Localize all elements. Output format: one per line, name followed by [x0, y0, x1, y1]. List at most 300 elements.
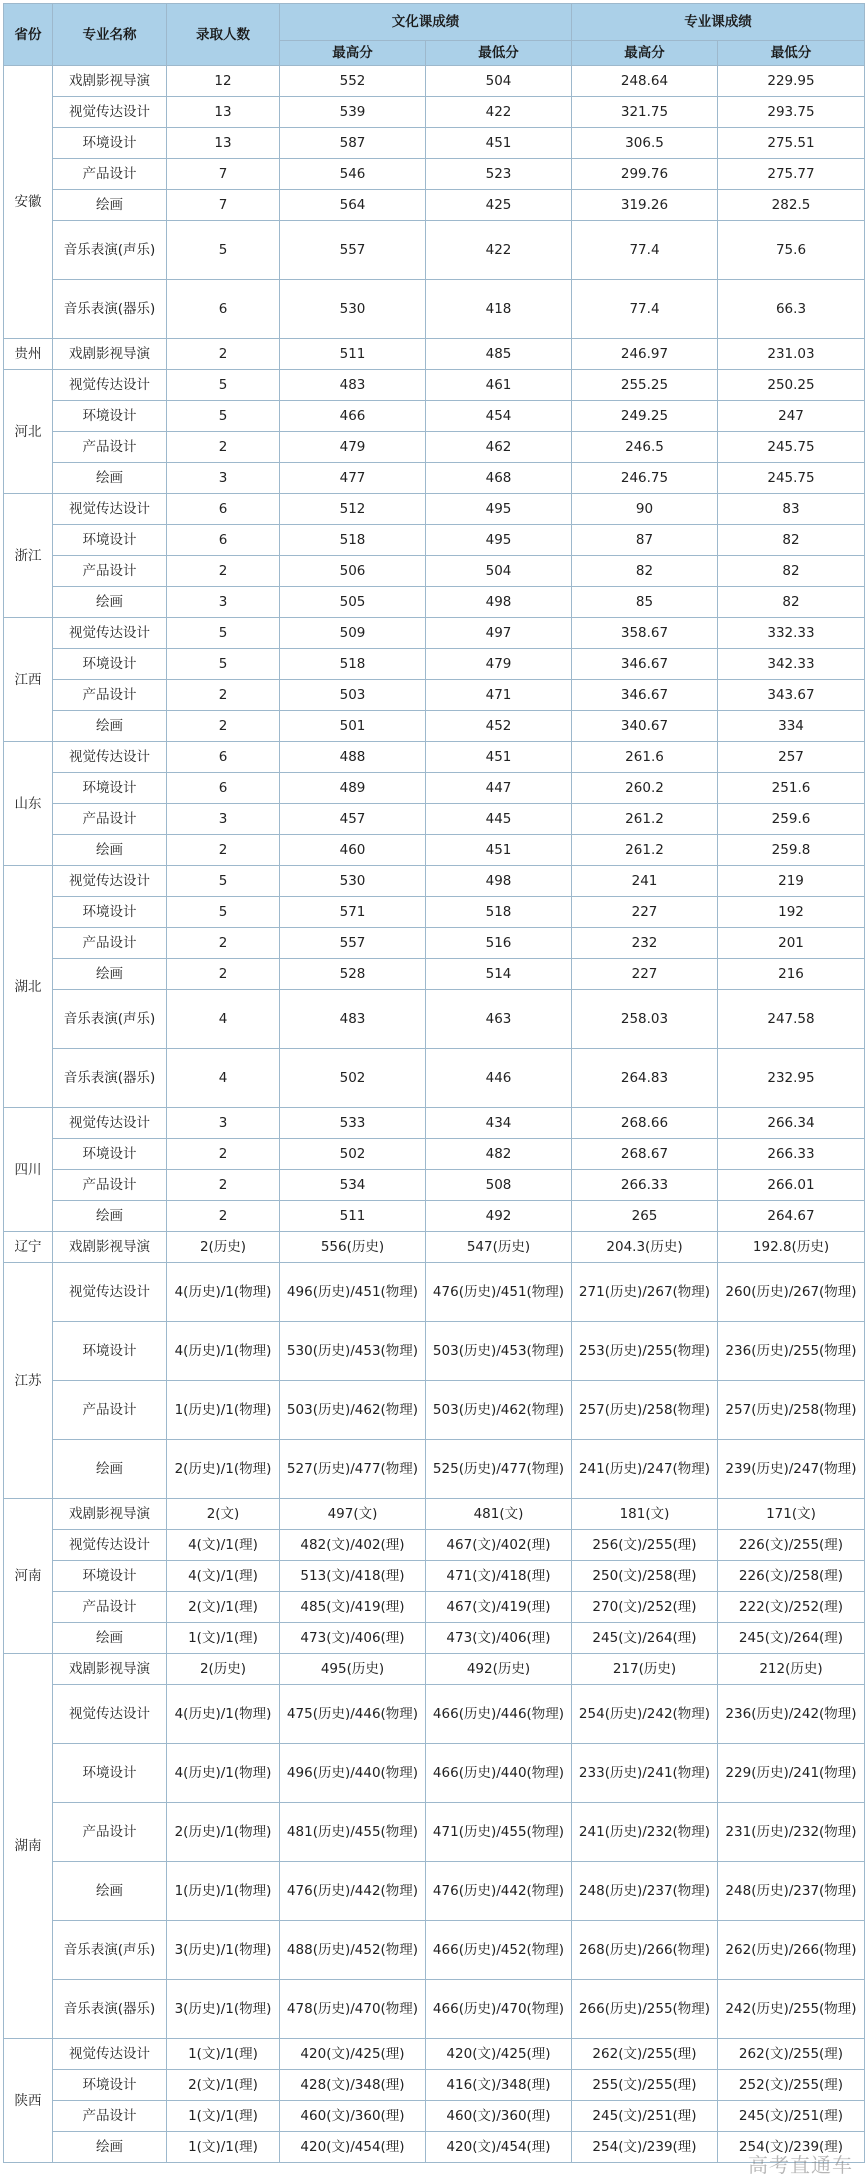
- admitted-count-cell: 13: [167, 128, 280, 159]
- culture-min-cell: 476(历史)/451(物理): [426, 1263, 572, 1322]
- culture-max-cell: 539: [280, 97, 426, 128]
- professional-min-cell: 82: [718, 587, 865, 618]
- table-row: [4, 66, 865, 97]
- professional-max-cell: 258.03: [572, 990, 718, 1049]
- professional-min-cell: 247.58: [718, 990, 865, 1049]
- admitted-count-cell: 5: [167, 618, 280, 649]
- admitted-count-cell: 13: [167, 97, 280, 128]
- professional-min-cell: 247: [718, 401, 865, 432]
- culture-min-cell: 466(历史)/440(物理): [426, 1744, 572, 1803]
- table-row: [4, 97, 865, 128]
- admitted-count-cell: 4: [167, 1049, 280, 1108]
- admitted-count-cell: 2: [167, 928, 280, 959]
- culture-max-cell: 518: [280, 525, 426, 556]
- table-row: [4, 1201, 865, 1232]
- professional-max-cell: 268.66: [572, 1108, 718, 1139]
- admitted-count-cell: 3: [167, 587, 280, 618]
- professional-max-cell: 270(文)/252(理): [572, 1592, 718, 1623]
- table-row: [4, 159, 865, 190]
- major-cell: 产品设计: [53, 432, 167, 463]
- major-cell: 视觉传达设计: [53, 1108, 167, 1139]
- professional-min-cell: 83: [718, 494, 865, 525]
- professional-max-cell: 271(历史)/267(物理): [572, 1263, 718, 1322]
- culture-max-cell: 496(历史)/451(物理): [280, 1263, 426, 1322]
- culture-max-cell: 506: [280, 556, 426, 587]
- professional-max-cell: 77.4: [572, 221, 718, 280]
- professional-max-cell: 232: [572, 928, 718, 959]
- professional-max-cell: 266.33: [572, 1170, 718, 1201]
- admitted-count-cell: 3(历史)/1(物理): [167, 1921, 280, 1980]
- admitted-count-cell: 7: [167, 190, 280, 221]
- admitted-count-cell: 1(文)/1(理): [167, 2132, 280, 2163]
- professional-min-cell: 82: [718, 556, 865, 587]
- major-cell: 视觉传达设计: [53, 1263, 167, 1322]
- culture-max-cell: 527(历史)/477(物理): [280, 1440, 426, 1499]
- admitted-count-cell: 2(文)/1(理): [167, 2070, 280, 2101]
- culture-min-cell: 447: [426, 773, 572, 804]
- province-cell: 湖北: [4, 866, 53, 1108]
- table-row: [4, 959, 865, 990]
- culture-min-cell: 418: [426, 280, 572, 339]
- table-row: [4, 804, 865, 835]
- admitted-count-cell: 6: [167, 494, 280, 525]
- major-cell: 产品设计: [53, 928, 167, 959]
- professional-max-cell: 340.67: [572, 711, 718, 742]
- professional-max-cell: 265: [572, 1201, 718, 1232]
- culture-min-cell: 471(历史)/455(物理): [426, 1803, 572, 1862]
- major-cell: 绘画: [53, 463, 167, 494]
- table-row: [4, 866, 865, 897]
- professional-max-cell: 82: [572, 556, 718, 587]
- table-row: [4, 1592, 865, 1623]
- culture-max-cell: 501: [280, 711, 426, 742]
- professional-min-cell: 216: [718, 959, 865, 990]
- culture-min-cell: 446: [426, 1049, 572, 1108]
- professional-max-cell: 306.5: [572, 128, 718, 159]
- major-cell: 产品设计: [53, 680, 167, 711]
- table-row: [4, 339, 865, 370]
- professional-min-cell: 266.33: [718, 1139, 865, 1170]
- table-row: [4, 556, 865, 587]
- culture-min-cell: 547(历史): [426, 1232, 572, 1263]
- professional-max-cell: 262(文)/255(理): [572, 2039, 718, 2070]
- table-row: [4, 1322, 865, 1381]
- culture-min-cell: 481(文): [426, 1499, 572, 1530]
- professional-max-cell: 85: [572, 587, 718, 618]
- table-row: [4, 1685, 865, 1744]
- header-province: 省份: [4, 4, 53, 66]
- professional-min-cell: 239(历史)/247(物理): [718, 1440, 865, 1499]
- table-row: [4, 1232, 865, 1263]
- professional-max-cell: 87: [572, 525, 718, 556]
- table-row: [4, 618, 865, 649]
- table-row: [4, 190, 865, 221]
- table-row: [4, 1561, 865, 1592]
- culture-max-cell: 420(文)/454(理): [280, 2132, 426, 2163]
- culture-min-cell: 451: [426, 128, 572, 159]
- culture-max-cell: 530: [280, 280, 426, 339]
- culture-min-cell: 425: [426, 190, 572, 221]
- culture-min-cell: 466(历史)/470(物理): [426, 1980, 572, 2039]
- admitted-count-cell: 6: [167, 280, 280, 339]
- admitted-count-cell: 2: [167, 432, 280, 463]
- table-row: [4, 525, 865, 556]
- table-row: [4, 2101, 865, 2132]
- culture-max-cell: 503(历史)/462(物理): [280, 1381, 426, 1440]
- culture-min-cell: 492(历史): [426, 1654, 572, 1685]
- major-cell: 环境设计: [53, 1322, 167, 1381]
- professional-max-cell: 227: [572, 959, 718, 990]
- professional-min-cell: 257(历史)/258(物理): [718, 1381, 865, 1440]
- culture-min-cell: 422: [426, 97, 572, 128]
- professional-max-cell: 256(文)/255(理): [572, 1530, 718, 1561]
- major-cell: 环境设计: [53, 649, 167, 680]
- table-row: [4, 2132, 865, 2163]
- province-cell: 浙江: [4, 494, 53, 618]
- culture-min-cell: 516: [426, 928, 572, 959]
- major-cell: 绘画: [53, 1201, 167, 1232]
- table-row: [4, 432, 865, 463]
- professional-min-cell: 229.95: [718, 66, 865, 97]
- culture-max-cell: 483: [280, 990, 426, 1049]
- professional-min-cell: 275.77: [718, 159, 865, 190]
- culture-max-cell: 511: [280, 339, 426, 370]
- culture-min-cell: 473(文)/406(理): [426, 1623, 572, 1654]
- admitted-count-cell: 2(历史)/1(物理): [167, 1803, 280, 1862]
- culture-max-cell: 473(文)/406(理): [280, 1623, 426, 1654]
- admitted-count-cell: 5: [167, 866, 280, 897]
- professional-max-cell: 255.25: [572, 370, 718, 401]
- major-cell: 音乐表演(声乐): [53, 1921, 167, 1980]
- professional-min-cell: 201: [718, 928, 865, 959]
- header-professional-max: 最高分: [572, 41, 718, 66]
- admitted-count-cell: 4(历史)/1(物理): [167, 1685, 280, 1744]
- table-row: [4, 711, 865, 742]
- table-row: [4, 1862, 865, 1921]
- professional-max-cell: 245(文)/264(理): [572, 1623, 718, 1654]
- professional-max-cell: 268.67: [572, 1139, 718, 1170]
- culture-max-cell: 479: [280, 432, 426, 463]
- culture-min-cell: 460(文)/360(理): [426, 2101, 572, 2132]
- culture-max-cell: 511: [280, 1201, 426, 1232]
- culture-min-cell: 451: [426, 835, 572, 866]
- major-cell: 环境设计: [53, 1139, 167, 1170]
- major-cell: 音乐表演(声乐): [53, 221, 167, 280]
- major-cell: 绘画: [53, 1862, 167, 1921]
- culture-max-cell: 489: [280, 773, 426, 804]
- culture-min-cell: 479: [426, 649, 572, 680]
- table-row: [4, 1623, 865, 1654]
- professional-min-cell: 264.67: [718, 1201, 865, 1232]
- professional-max-cell: 204.3(历史): [572, 1232, 718, 1263]
- major-cell: 音乐表演(声乐): [53, 990, 167, 1049]
- major-cell: 产品设计: [53, 2101, 167, 2132]
- professional-max-cell: 260.2: [572, 773, 718, 804]
- culture-min-cell: 485: [426, 339, 572, 370]
- major-cell: 环境设计: [53, 525, 167, 556]
- admission-score-table: [3, 3, 865, 2163]
- table-row: [4, 835, 865, 866]
- table-row: [4, 401, 865, 432]
- header-culture-score: 文化课成绩: [280, 4, 572, 41]
- table-row: [4, 649, 865, 680]
- professional-min-cell: 259.8: [718, 835, 865, 866]
- culture-min-cell: 422: [426, 221, 572, 280]
- culture-min-cell: 462: [426, 432, 572, 463]
- admitted-count-cell: 2: [167, 1201, 280, 1232]
- culture-max-cell: 496(历史)/440(物理): [280, 1744, 426, 1803]
- culture-min-cell: 466(历史)/446(物理): [426, 1685, 572, 1744]
- professional-min-cell: 242(历史)/255(物理): [718, 1980, 865, 2039]
- table-row: [4, 1499, 865, 1530]
- table-row: [4, 1980, 865, 2039]
- admitted-count-cell: 5: [167, 370, 280, 401]
- admitted-count-cell: 1(文)/1(理): [167, 1623, 280, 1654]
- professional-min-cell: 232.95: [718, 1049, 865, 1108]
- professional-min-cell: 219: [718, 866, 865, 897]
- culture-max-cell: 497(文): [280, 1499, 426, 1530]
- table-row: [4, 1263, 865, 1322]
- admitted-count-cell: 2: [167, 711, 280, 742]
- header-admitted: 录取人数: [167, 4, 280, 66]
- province-cell: 河南: [4, 1499, 53, 1654]
- culture-min-cell: 471(文)/418(理): [426, 1561, 572, 1592]
- table-row: [4, 773, 865, 804]
- professional-min-cell: 266.34: [718, 1108, 865, 1139]
- admitted-count-cell: 4(文)/1(理): [167, 1530, 280, 1561]
- major-cell: 绘画: [53, 190, 167, 221]
- professional-min-cell: 222(文)/252(理): [718, 1592, 865, 1623]
- professional-min-cell: 259.6: [718, 804, 865, 835]
- admitted-count-cell: 6: [167, 525, 280, 556]
- culture-max-cell: 505: [280, 587, 426, 618]
- culture-max-cell: 530(历史)/453(物理): [280, 1322, 426, 1381]
- professional-max-cell: 346.67: [572, 680, 718, 711]
- table-row: [4, 1049, 865, 1108]
- culture-min-cell: 497: [426, 618, 572, 649]
- professional-min-cell: 245(文)/251(理): [718, 2101, 865, 2132]
- major-cell: 绘画: [53, 835, 167, 866]
- admitted-count-cell: 2(文)/1(理): [167, 1592, 280, 1623]
- admitted-count-cell: 2: [167, 959, 280, 990]
- table-row: [4, 2039, 865, 2070]
- professional-max-cell: 268(历史)/266(物理): [572, 1921, 718, 1980]
- professional-max-cell: 257(历史)/258(物理): [572, 1381, 718, 1440]
- culture-min-cell: 514: [426, 959, 572, 990]
- culture-max-cell: 534: [280, 1170, 426, 1201]
- table-row: [4, 463, 865, 494]
- major-cell: 戏剧影视导演: [53, 1499, 167, 1530]
- professional-max-cell: 246.5: [572, 432, 718, 463]
- table-row: [4, 1803, 865, 1862]
- professional-min-cell: 342.33: [718, 649, 865, 680]
- admitted-count-cell: 6: [167, 742, 280, 773]
- major-cell: 视觉传达设计: [53, 494, 167, 525]
- table-body: [4, 66, 865, 2163]
- professional-max-cell: 248.64: [572, 66, 718, 97]
- major-cell: 环境设计: [53, 1744, 167, 1803]
- professional-max-cell: 346.67: [572, 649, 718, 680]
- professional-min-cell: 229(历史)/241(物理): [718, 1744, 865, 1803]
- major-cell: 音乐表演(器乐): [53, 1049, 167, 1108]
- table-row: [4, 494, 865, 525]
- professional-max-cell: 255(文)/255(理): [572, 2070, 718, 2101]
- major-cell: 视觉传达设计: [53, 97, 167, 128]
- culture-min-cell: 498: [426, 866, 572, 897]
- major-cell: 视觉传达设计: [53, 866, 167, 897]
- culture-min-cell: 503(历史)/453(物理): [426, 1322, 572, 1381]
- province-cell: 四川: [4, 1108, 53, 1232]
- major-cell: 环境设计: [53, 897, 167, 928]
- professional-max-cell: 241: [572, 866, 718, 897]
- culture-max-cell: 476(历史)/442(物理): [280, 1862, 426, 1921]
- admitted-count-cell: 5: [167, 649, 280, 680]
- culture-min-cell: 434: [426, 1108, 572, 1139]
- culture-max-cell: 502: [280, 1049, 426, 1108]
- table-row: [4, 1440, 865, 1499]
- culture-max-cell: 528: [280, 959, 426, 990]
- culture-max-cell: 485(文)/419(理): [280, 1592, 426, 1623]
- professional-max-cell: 254(历史)/242(物理): [572, 1685, 718, 1744]
- professional-max-cell: 250(文)/258(理): [572, 1561, 718, 1592]
- culture-max-cell: 495(历史): [280, 1654, 426, 1685]
- major-cell: 戏剧影视导演: [53, 1232, 167, 1263]
- admitted-count-cell: 6: [167, 773, 280, 804]
- culture-min-cell: 471: [426, 680, 572, 711]
- culture-min-cell: 523: [426, 159, 572, 190]
- province-cell: 湖南: [4, 1654, 53, 2039]
- professional-min-cell: 251.6: [718, 773, 865, 804]
- table-row: [4, 1170, 865, 1201]
- major-cell: 绘画: [53, 587, 167, 618]
- culture-max-cell: 488(历史)/452(物理): [280, 1921, 426, 1980]
- culture-max-cell: 428(文)/348(理): [280, 2070, 426, 2101]
- culture-min-cell: 452: [426, 711, 572, 742]
- admitted-count-cell: 2: [167, 1139, 280, 1170]
- culture-max-cell: 556(历史): [280, 1232, 426, 1263]
- professional-max-cell: 254(文)/239(理): [572, 2132, 718, 2163]
- professional-min-cell: 245.75: [718, 463, 865, 494]
- culture-min-cell: 463: [426, 990, 572, 1049]
- culture-max-cell: 475(历史)/446(物理): [280, 1685, 426, 1744]
- table-row: [4, 928, 865, 959]
- professional-min-cell: 212(历史): [718, 1654, 865, 1685]
- table-row: [4, 1921, 865, 1980]
- table-row: [4, 221, 865, 280]
- culture-max-cell: 564: [280, 190, 426, 221]
- professional-min-cell: 231(历史)/232(物理): [718, 1803, 865, 1862]
- table-row: [4, 990, 865, 1049]
- professional-max-cell: 246.97: [572, 339, 718, 370]
- culture-min-cell: 468: [426, 463, 572, 494]
- culture-min-cell: 495: [426, 525, 572, 556]
- culture-min-cell: 518: [426, 897, 572, 928]
- professional-max-cell: 248(历史)/237(物理): [572, 1862, 718, 1921]
- admitted-count-cell: 5: [167, 221, 280, 280]
- admitted-count-cell: 2: [167, 680, 280, 711]
- culture-max-cell: 457: [280, 804, 426, 835]
- admitted-count-cell: 5: [167, 897, 280, 928]
- professional-min-cell: 192.8(历史): [718, 1232, 865, 1263]
- culture-max-cell: 557: [280, 928, 426, 959]
- culture-max-cell: 477: [280, 463, 426, 494]
- professional-min-cell: 231.03: [718, 339, 865, 370]
- professional-max-cell: 319.26: [572, 190, 718, 221]
- major-cell: 环境设计: [53, 401, 167, 432]
- major-cell: 环境设计: [53, 2070, 167, 2101]
- major-cell: 绘画: [53, 1623, 167, 1654]
- province-cell: 山东: [4, 742, 53, 866]
- culture-max-cell: 481(历史)/455(物理): [280, 1803, 426, 1862]
- table-row: [4, 128, 865, 159]
- professional-min-cell: 236(历史)/255(物理): [718, 1322, 865, 1381]
- province-cell: 江西: [4, 618, 53, 742]
- professional-max-cell: 77.4: [572, 280, 718, 339]
- professional-max-cell: 261.2: [572, 835, 718, 866]
- major-cell: 视觉传达设计: [53, 742, 167, 773]
- culture-min-cell: 420(文)/425(理): [426, 2039, 572, 2070]
- table-row: [4, 742, 865, 773]
- major-cell: 产品设计: [53, 804, 167, 835]
- header-major: 专业名称: [53, 4, 167, 66]
- professional-min-cell: 282.5: [718, 190, 865, 221]
- province-cell: 安徽: [4, 66, 53, 339]
- professional-max-cell: 261.2: [572, 804, 718, 835]
- professional-min-cell: 266.01: [718, 1170, 865, 1201]
- admitted-count-cell: 4(文)/1(理): [167, 1561, 280, 1592]
- culture-min-cell: 461: [426, 370, 572, 401]
- table-row: [4, 897, 865, 928]
- admitted-count-cell: 3: [167, 1108, 280, 1139]
- admitted-count-cell: 12: [167, 66, 280, 97]
- culture-max-cell: 503: [280, 680, 426, 711]
- culture-max-cell: 512: [280, 494, 426, 525]
- professional-max-cell: 253(历史)/255(物理): [572, 1322, 718, 1381]
- culture-min-cell: 451: [426, 742, 572, 773]
- table-row: [4, 2070, 865, 2101]
- professional-min-cell: 262(文)/255(理): [718, 2039, 865, 2070]
- culture-max-cell: 478(历史)/470(物理): [280, 1980, 426, 2039]
- major-cell: 戏剧影视导演: [53, 339, 167, 370]
- professional-max-cell: 217(历史): [572, 1654, 718, 1685]
- culture-max-cell: 509: [280, 618, 426, 649]
- major-cell: 视觉传达设计: [53, 1530, 167, 1561]
- culture-max-cell: 466: [280, 401, 426, 432]
- table-row: [4, 1744, 865, 1803]
- table-row: [4, 280, 865, 339]
- major-cell: 绘画: [53, 2132, 167, 2163]
- admitted-count-cell: 1(文)/1(理): [167, 2039, 280, 2070]
- major-cell: 环境设计: [53, 1561, 167, 1592]
- culture-max-cell: 587: [280, 128, 426, 159]
- culture-min-cell: 482: [426, 1139, 572, 1170]
- major-cell: 视觉传达设计: [53, 370, 167, 401]
- header-culture-min: 最低分: [426, 41, 572, 66]
- major-cell: 产品设计: [53, 1170, 167, 1201]
- culture-min-cell: 508: [426, 1170, 572, 1201]
- watermark-text: 高考直通车: [748, 2153, 853, 2177]
- admitted-count-cell: 7: [167, 159, 280, 190]
- culture-min-cell: 476(历史)/442(物理): [426, 1862, 572, 1921]
- province-cell: 陕西: [4, 2039, 53, 2163]
- table-header: [4, 4, 865, 66]
- province-cell: 贵州: [4, 339, 53, 370]
- major-cell: 戏剧影视导演: [53, 1654, 167, 1685]
- culture-max-cell: 530: [280, 866, 426, 897]
- professional-max-cell: 261.6: [572, 742, 718, 773]
- professional-min-cell: 75.6: [718, 221, 865, 280]
- professional-max-cell: 90: [572, 494, 718, 525]
